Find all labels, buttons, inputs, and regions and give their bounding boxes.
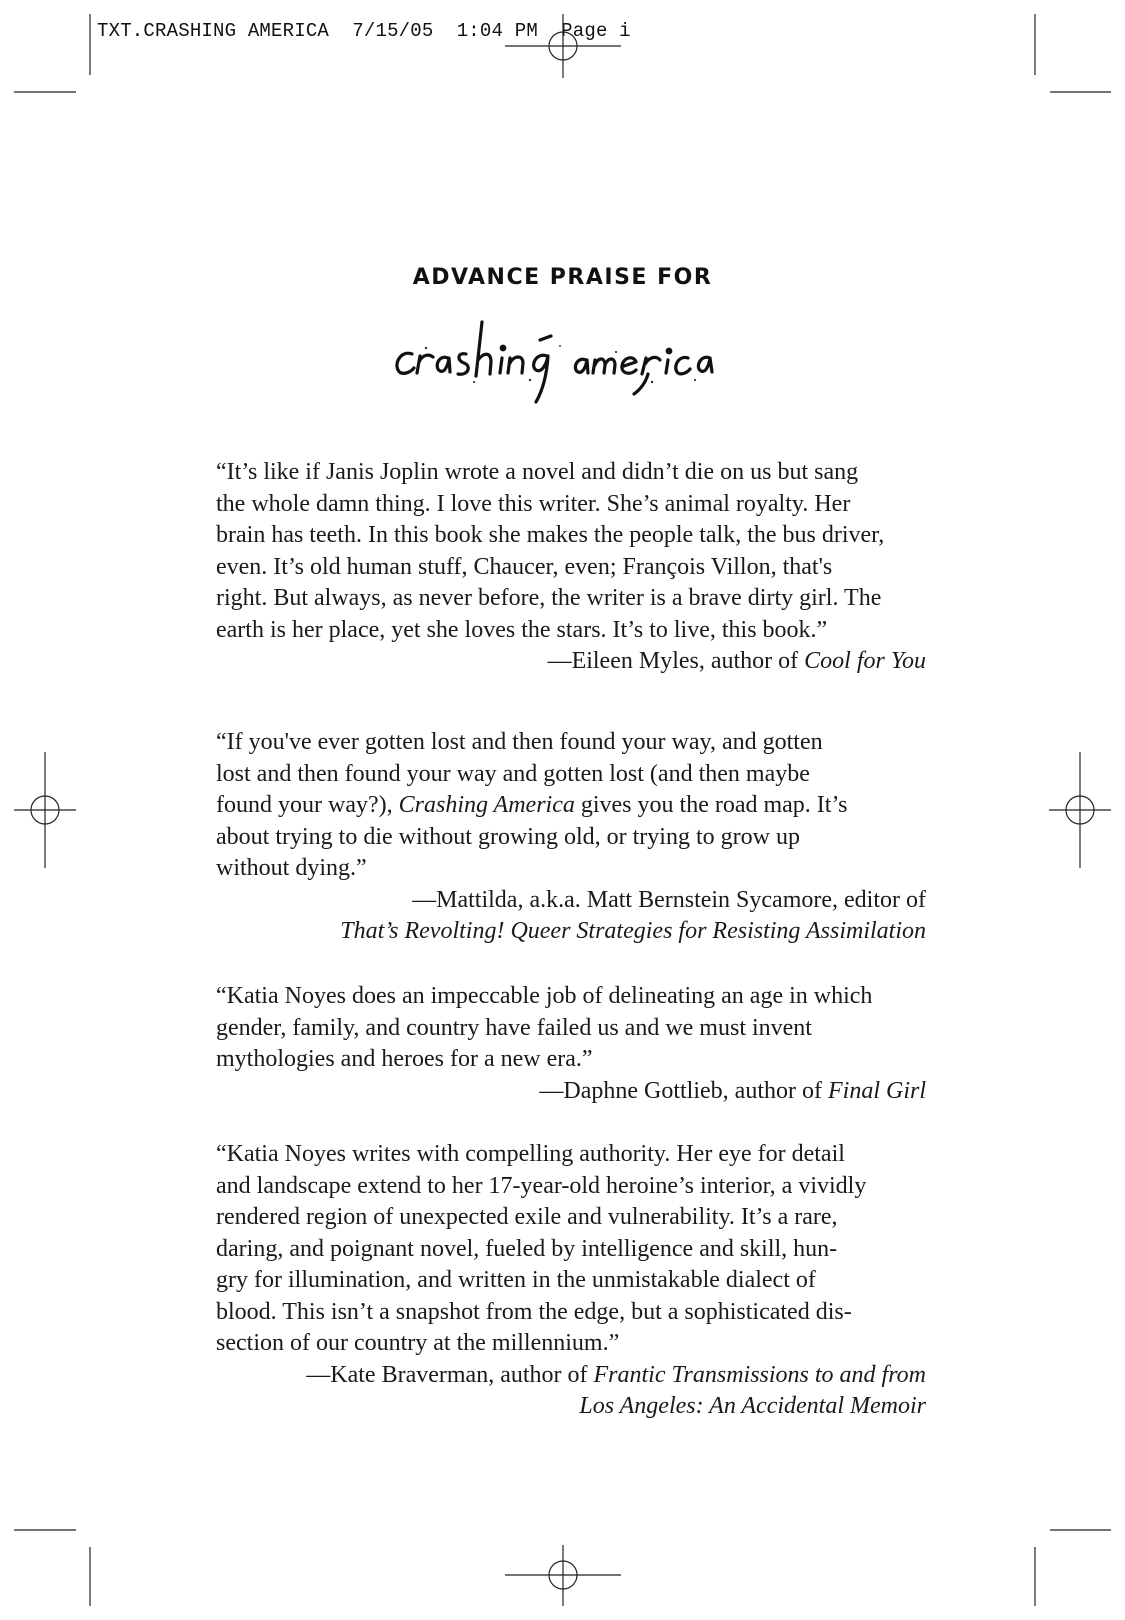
quote-text <box>216 727 926 885</box>
slug-page: Page i <box>561 20 631 42</box>
quote-line: about trying to die without growing old, or trying to grow up <box>216 823 800 850</box>
quote-line-start: found your way?), <box>216 792 399 818</box>
quote-line: section of our country at the millennium.” <box>216 1330 620 1356</box>
slug-file: TXT.CRASHING AMERICA <box>97 20 330 42</box>
quote-line: “Katia Noyes writes with compelling authority. Her eye for detail <box>216 1141 845 1167</box>
quote-line: “If you've ever gotten lost and then found your way, and gotten <box>216 729 823 755</box>
attribution-work-title: That’s Revolting! Queer Strategies for Resisting Assimilation <box>340 918 926 944</box>
quote-attribution <box>216 1360 926 1423</box>
quote-line: gry for illumination, and written in the unmistakable dialect of <box>216 1267 816 1293</box>
registration-mark-right <box>1049 752 1111 868</box>
attribution-line <box>216 1360 926 1392</box>
quote-mattilda <box>216 727 926 948</box>
registration-mark-left <box>14 752 76 868</box>
quote-line: mythologies and heroes for a new era.” <box>216 1046 593 1072</box>
slug-date: 7/15/05 <box>352 20 434 42</box>
quote-line: even. It’s old human stuff, Chaucer, even; François Villon, that's <box>216 553 833 580</box>
registration-mark-top <box>505 14 621 78</box>
quote-line: rendered region of unexpected exile and vulnerability. It’s a rare, <box>216 1204 838 1230</box>
attribution-author: —Daphne Gottlieb, author of <box>539 1077 828 1104</box>
quote-line: gender, family, and country have failed us and we must invent <box>216 1014 812 1041</box>
quote-text <box>216 1139 926 1360</box>
attribution-work-title-continued: Los Angeles: An Accidental Memoir <box>579 1393 926 1419</box>
quote-eileen-myles <box>216 457 926 678</box>
quote-line: blood. This isn’t a snapshot from the edge, but a sophisticated dis- <box>216 1298 852 1325</box>
registration-mark-bottom <box>505 1545 621 1606</box>
quote-attribution <box>216 885 926 948</box>
quote-daphne-gottlieb <box>216 981 926 1107</box>
attribution-work-title: Cool for You <box>804 648 926 674</box>
attribution-work-title: Final Girl <box>827 1077 926 1104</box>
quote-line: the whole damn thing. I love this writer. She’s animal royalty. Her <box>216 490 851 517</box>
quote-line: earth is her place, yet she loves the stars. It’s to live, this book.” <box>216 616 828 643</box>
quote-kate-braverman <box>216 1139 926 1423</box>
quote-line: lost and then found your way and gotten lost (and then maybe <box>216 760 810 787</box>
attribution-author: —Mattilda, a.k.a. Matt Bernstein Sycamore, editor of <box>412 886 926 913</box>
quote-line <box>216 790 926 822</box>
title-lettering-logo <box>390 310 740 410</box>
quote-line: right. But always, as never before, the writer is a brave dirty girl. The <box>216 585 882 611</box>
quote-line: without dying.” <box>216 855 367 881</box>
quote-attribution <box>216 1076 926 1108</box>
book-title-inline: Crashing America <box>398 792 575 818</box>
quote-text <box>216 457 926 646</box>
quote-line: and landscape extend to her 17-year-old heroine’s interior, a vividly <box>216 1172 867 1199</box>
quote-attribution <box>216 646 926 678</box>
quote-text <box>216 981 926 1076</box>
quote-line: brain has teeth. In this book she makes the people talk, the bus driver, <box>216 522 885 548</box>
attribution-work-title: Frantic Transmissions to and from <box>593 1361 926 1388</box>
quote-line: “It’s like if Janis Joplin wrote a novel and didn’t die on us but sang <box>216 459 859 485</box>
attribution-author: —Eileen Myles, author of <box>547 648 805 674</box>
attribution-author: —Kate Braverman, author of <box>306 1361 594 1388</box>
page-heading: ADVANCE PRAISE FOR <box>412 265 713 290</box>
quote-line: “Katia Noyes does an impeccable job of delineating an age in which <box>216 983 873 1009</box>
quote-line: daring, and poignant novel, fueled by intelligence and skill, hun- <box>216 1235 838 1262</box>
slug-time: 1:04 PM <box>456 20 538 42</box>
quote-line-end: gives you the road map. It’s <box>574 792 848 818</box>
